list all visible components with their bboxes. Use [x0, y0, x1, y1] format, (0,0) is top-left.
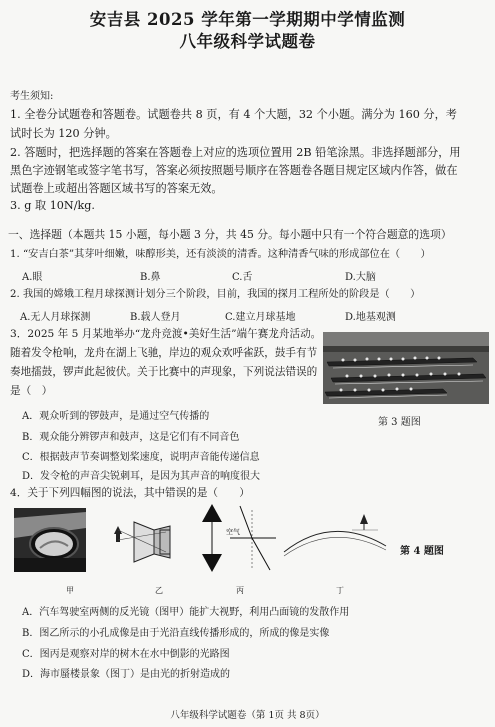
- exam-subtitle: 八年级科学试题卷: [179, 32, 316, 51]
- q2-option-d: D.地基观测: [345, 312, 396, 323]
- notice-item-2b: 黑色字迹钢笔或签字笔书写，答案必须按照题号顺序在答题卷各题目规定区域内作答，做在: [10, 164, 458, 177]
- figure-label-yi: 乙: [155, 586, 163, 595]
- car-mirror-photo: [14, 508, 86, 572]
- notice-item-3: 3. g 取 10N/kg.: [10, 199, 95, 212]
- q3-option-a: A．观众听到的锣鼓声，是通过空气传播的: [22, 411, 210, 422]
- figure-label-jia: 甲: [66, 586, 74, 595]
- page-footer: 八年级科学试题卷（第 1页 共 8页）: [170, 710, 325, 721]
- notice-item-1b: 试时长为 120 分钟。: [10, 127, 117, 140]
- q4-figure-caption: 第 4 题图: [400, 546, 444, 557]
- notice-item-2a: 2. 答题时，把选择题的答案在答题卷上对应的选项位置用 2B 铅笔涂黑。非选择题部分，用: [10, 146, 461, 159]
- q3-option-d: D．发令枪的声音尖锐刺耳，是因为其声音的响度很大: [22, 471, 261, 482]
- q4-option-a: A．汽车驾驶室两侧的反光镜（图甲）能扩大视野，利用凸面镜的发散作用: [22, 607, 350, 618]
- dragon-boat-photo: [323, 332, 489, 404]
- q2-option-b: B.载人登月: [130, 312, 181, 323]
- air-label: 空气: [226, 528, 240, 536]
- pinhole-camera-diagram: [104, 512, 192, 572]
- car-mirror-illustration: [14, 508, 86, 572]
- q4-option-d: D．海市蜃楼景象（图丁）是由光的折射造成的: [22, 669, 231, 680]
- notice-item-2c: 试题卷上或超出答题区域书写的答案无效。: [10, 182, 223, 195]
- question-3-stem-d: 是（ ）: [10, 385, 53, 397]
- mirage-diagram: [282, 512, 390, 572]
- q4-option-b: B．图乙所示的小孔成像是由于光沿直线传播形成的，所成的像是实像: [22, 628, 330, 639]
- q3-figure-caption: 第 3 题图: [378, 417, 421, 428]
- question-3-stem-c: 奏地擂鼓，锣声此起彼伏。关于比赛中的声现象，下列说法错误的: [10, 366, 318, 378]
- notice-item-1a: 1. 全卷分试题卷和答题卷。试题卷共 8 页，有 4 个大题，32 个小题。满分为 160 分，考: [10, 108, 457, 121]
- q1-option-d: D.大脑: [345, 272, 376, 283]
- question-3-stem-a: 3．2025 年 5 月某地举办“龙舟竞渡•美好生活”端午赛龙舟活动。: [10, 328, 322, 340]
- q1-option-a: A.眼: [22, 272, 43, 283]
- notice-heading: 考生须知:: [10, 91, 54, 102]
- question-2-stem: 2. 我国的嫦娥工程月球探测计划分三个阶段，目前，我国的探月工程所处的阶段是（ ）: [10, 289, 421, 300]
- section-heading: 一、选择题（本题共 15 小题，每小题 3 分，共 45 分。每小题中只有一个符合题意的选项）: [8, 228, 452, 241]
- q3-option-c: C．根据鼓声节奏调整划桨速度，说明声音能传递信息: [22, 452, 260, 463]
- question-4-stem: 4．关于下列四幅图的说法，其中错误的是（ ）: [10, 487, 250, 499]
- q3-option-b: B．观众能分辨锣声和鼓声，这是它们有不同音色: [22, 432, 240, 443]
- q2-option-a: A.无人月球探测: [20, 312, 91, 323]
- q1-option-b: B.鼻: [140, 272, 161, 283]
- question-3-stem-b: 随着发令枪响，龙舟在湖上飞驰，岸边的观众欢呼雀跃，鼓手有节: [10, 347, 318, 359]
- q2-option-c: C.建立月球基地: [225, 312, 296, 323]
- figure-label-bing: 丙: [236, 586, 244, 595]
- dragon-boat-illustration: [323, 332, 489, 404]
- refraction-diagram: [200, 500, 278, 576]
- figure-label-ding: 丁: [336, 586, 344, 595]
- question-1-stem: 1. “安吉白茶”其芽叶细嫩，味醇形美，还有淡淡的清香。这种清香气味的形成部位在（ ）: [10, 249, 431, 260]
- q1-option-c: C.舌: [232, 272, 253, 283]
- q4-option-c: C．图丙是观察对岸的树木在水中倒影的光路图: [22, 649, 230, 660]
- exam-title: 安吉县 2025 学年第一学期期中学情监测: [89, 10, 406, 29]
